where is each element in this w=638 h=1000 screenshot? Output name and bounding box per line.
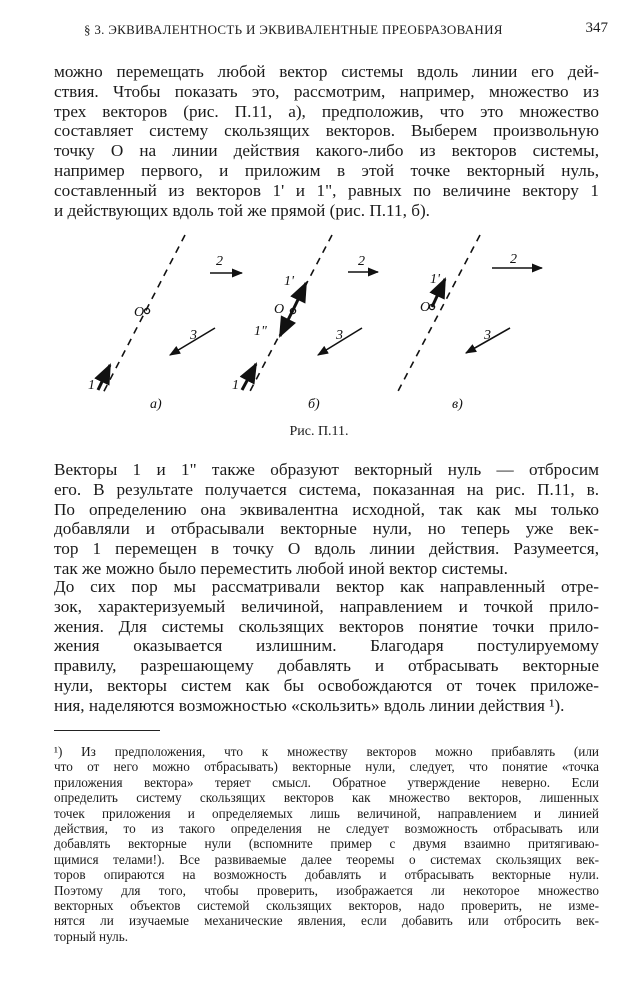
vector-diagram xyxy=(70,225,570,415)
text-line: точку O на линии действия какого-либо из векторов системы, xyxy=(54,141,599,161)
footnote-line: торов опираются на возможность добавлять и отбрасывать векторные нули. xyxy=(54,867,599,883)
label-vector-1-prime: 1' xyxy=(284,274,294,289)
text-line: тор 1 перемещен в точку O вдоль линии действия. Разумеется, xyxy=(54,539,599,559)
footnote-line: добавлять векторные нули (вспомните пример с двумя взаимно притягиваю- xyxy=(54,836,599,852)
figure-caption: Рис. П.11. xyxy=(289,424,349,439)
panel-b xyxy=(232,235,378,412)
label-point-o: O xyxy=(134,305,145,320)
footnote xyxy=(54,744,599,944)
footnote-line: действия, то из такого определения не следует возможность отбрасывать или xyxy=(54,821,599,837)
page-number: 347 xyxy=(585,20,608,36)
text-line: нули, векторы систем как бы освобождаются от точек приложе- xyxy=(54,675,599,695)
label-vector-1: 1 xyxy=(88,378,95,393)
text-line: ствия. Чтобы показать это, рассмотрим, например, множество из xyxy=(54,81,599,101)
footnote-line: определить систему скользящих векторов как множество векторов, лишенных xyxy=(54,790,599,806)
panel-label-c: в) xyxy=(452,397,463,412)
text-line: трех векторов (рис. П.11, а), предположив, что это множество xyxy=(54,101,599,121)
footnote-line: щимися телами!). Все развиваемые далее теоремы о системах скользящих век- xyxy=(54,851,599,867)
text-line: Векторы 1 и 1" также образуют векторный нуль — отбросим xyxy=(54,460,599,479)
panel-label-a: а) xyxy=(150,397,162,412)
vector-1-arrow xyxy=(98,365,110,390)
text-line: его. В результате получается система, показанная на рис. П.11, в. xyxy=(54,479,599,499)
footnote-line: что от него можно отбрасывать) векторные нули, следует, что понятие «точка xyxy=(54,759,599,775)
label-vector-1-prime: 1' xyxy=(430,272,440,287)
footnote-line: приложения вектора» теряет смысл. Обратное утверждение неверно. Если xyxy=(54,774,599,790)
label-vector-1: 1 xyxy=(232,378,239,393)
label-vector-3: 3 xyxy=(484,328,491,343)
footnote-line: ¹) Из предположения, что к множеству векторов можно прибавлять (или xyxy=(54,744,599,759)
text-line: и действующих вдоль той же прямой (рис. П.11, б). xyxy=(54,200,430,220)
text-line: добавляли и отбрасывали векторные нули, но теперь уже век- xyxy=(54,519,599,539)
footnote-divider xyxy=(54,730,160,731)
text-line: жения оказывается излишним. Благодаря постулируемому xyxy=(54,636,599,656)
footnote-line: точек приложения и определяемых лишь величиной, направлением и линией xyxy=(54,805,599,821)
footnote-line: торный нуль. xyxy=(54,928,129,944)
panel-c xyxy=(396,235,542,412)
vector-1-prime-arrow xyxy=(293,283,306,310)
section-title: § 3. ЭКВИВАЛЕНТНОСТЬ И ЭКВИВАЛЕНТНЫЕ ПРЕОБРАЗОВАНИЯ xyxy=(84,22,503,37)
panel-label-b: б) xyxy=(308,397,320,412)
footnote-line: нятся ли изучаемые механические явления, если добавить или отбросить век- xyxy=(54,913,599,929)
label-vector-2: 2 xyxy=(216,254,223,269)
paragraph-2 xyxy=(54,460,599,579)
paragraph-1 xyxy=(54,62,599,220)
figure-p11 xyxy=(70,225,570,415)
text-line: правилу, разрешающему добавлять и отбрасывать векторные xyxy=(54,656,599,676)
text-line: составляет систему скользящих векторов. Выберем произвольную xyxy=(54,121,599,141)
vector-1-arrow xyxy=(242,364,256,390)
panel-a xyxy=(88,235,242,412)
label-point-o: O xyxy=(274,302,285,317)
text-line: зок, характеризуемый величиной, направлением и точкой прило- xyxy=(54,596,599,616)
label-vector-3: 3 xyxy=(190,328,197,343)
text-line: ния, наделяются возможностью «скользить» вдоль линии действия ¹). xyxy=(54,695,565,715)
text-line: До сих пор мы рассматривали вектор как направленный отре- xyxy=(54,577,599,596)
footnote-line: Поэтому для того, чтобы проверить, изображается ли некоторое множество xyxy=(54,882,599,898)
text-line: составленный из векторов 1' и 1", равных по величине вектору 1 xyxy=(54,180,599,200)
paragraph-3 xyxy=(54,577,599,716)
label-point-o: O xyxy=(420,300,431,315)
text-line: например первого, и приложим в этой точке векторный нуль, xyxy=(54,160,599,180)
text-line: можно перемещать любой вектор системы вдоль линии его дей- xyxy=(54,62,599,81)
label-vector-2: 2 xyxy=(358,254,365,269)
label-vector-3: 3 xyxy=(336,328,343,343)
running-header xyxy=(84,22,608,44)
line-of-action-dashed xyxy=(396,235,480,395)
label-vector-1-double-prime: 1" xyxy=(254,324,267,339)
label-vector-2: 2 xyxy=(510,252,517,267)
footnote-line: векторных объектов системой скользящих векторов, надо проверить, не изме- xyxy=(54,898,599,914)
text-line: так же можно было переместить любой иной вектор системы. xyxy=(54,558,508,578)
text-line: жения. Для системы скользящих векторов понятие точки прило- xyxy=(54,616,599,636)
text-line: По определению она эквивалентна исходной, так как мы только xyxy=(54,499,599,519)
